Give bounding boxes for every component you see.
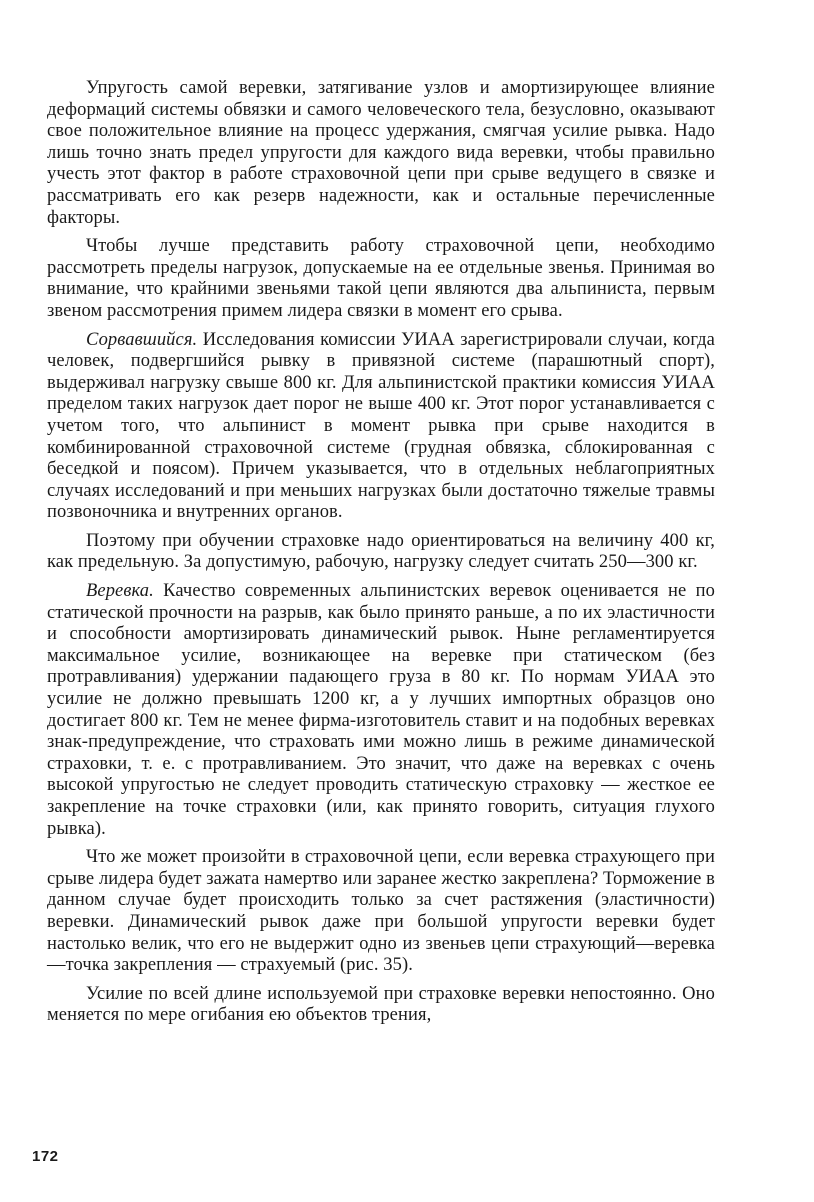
paragraph-6-text: Что же может произойти в страховочной цепи, если веревка страхующего при срыве лидера будет зажата намертво или заранее жестко закреплена? Торможение в данном случае будет происходить только за счет растяжения (эластичности) веревки. Динамический рывок даже при большой упругости веревки будет настолько велик, что его не выдержит одно из звеньев цепи страхующий—веревка—точка закрепления — страхуемый (рис. 35).	[47, 847, 715, 976]
paragraph-3-lead: Сорвавшийся.	[86, 329, 198, 350]
page-text	[47, 78, 715, 1034]
paragraph-5-text: Качество современных альпинистских веревок оценивается не по статической прочности на разрыв, как было принято раньше, а по их эластичности и способности амортизировать динамический рывок. Ныне регламентируется максимальное усилие, возникающее на веревке при статическом (без протравливания) удержании падающего груза в 80 кг. По нормам УИАА это усилие не должно превышать 1200 кг, а у лучших импортных образцов оно достигает 800 кг. Тем не менее фирма-изготовитель ставит и на подобных веревках знак-предупреждение, что страховать ими можно лишь в режиме динамической страховки, т. е. с протравливанием. Это значит, что даже на веревках с очень высокой упругостью не следует проводить статическую страховку — жесткое ее закрепление на точке страховки (или, как принято говорить, ситуация глухого рывка).	[47, 581, 715, 839]
paragraph-5	[47, 581, 715, 840]
paragraph-3	[47, 330, 715, 524]
paragraph-4	[47, 531, 715, 574]
paragraph-3-text: Исследования комиссии УИАА зарегистрировали случаи, когда человек, подвергшийся рывку в привязной системе (парашютный спорт), выдерживал нагрузку свыше 800 кг. Для альпинистской практики комиссия УИАА пределом таких нагрузок дает порог не выше 400 кг. Этот порог устанавливается с учетом того, что альпинист в момент рывка при срыве находится в комбинированной страховочной системе (грудная обвязка, сблокированная с беседкой и поясом). Причем указывается, что в отдельных неблагоприятных случаях исследований и при меньших нагрузках были достаточно тяжелые травмы позвоночника и внутренних органов.	[47, 329, 715, 523]
paragraph-7	[47, 984, 715, 1027]
page-number: 172	[32, 1148, 59, 1165]
paragraph-6	[47, 847, 715, 977]
paragraph-2	[47, 236, 715, 322]
paragraph-7-text: Усилие по всей длине используемой при страховке веревки непостоянно. Оно меняется по мере огибания ею объектов трения,	[47, 983, 715, 1026]
paragraph-5-lead: Веревка.	[86, 581, 154, 602]
paragraph-1	[47, 78, 715, 229]
paragraph-1-text: Упругость самой веревки, затягивание узлов и амортизирующее влияние деформаций системы обвязки и самого человеческого тела, безусловно, оказывают свое положительное влияние на процесс удержания, смягчая усилие рывка. Надо лишь точно знать предел упругости для каждого вида веревки, чтобы правильно учесть этот фактор в работе страховочной цепи при срыве ведущего в связке и рассматривать его как резерв надежности, как и остальные перечисленные факторы.	[47, 78, 715, 228]
paragraph-2-text: Чтобы лучше представить работу страховочной цепи, необходимо рассмотреть пределы нагрузок, допускаемые на ее отдельные звенья. Принимая во внимание, что крайними звеньями такой цепи являются два альпиниста, первым звеном рассмотрения примем лидера связки в момент его срыва.	[47, 236, 715, 321]
paragraph-4-text: Поэтому при обучении страховке надо ориентироваться на величину 400 кг, как предельную. За допустимую, рабочую, нагрузку следует считать 250—300 кг.	[47, 530, 715, 573]
